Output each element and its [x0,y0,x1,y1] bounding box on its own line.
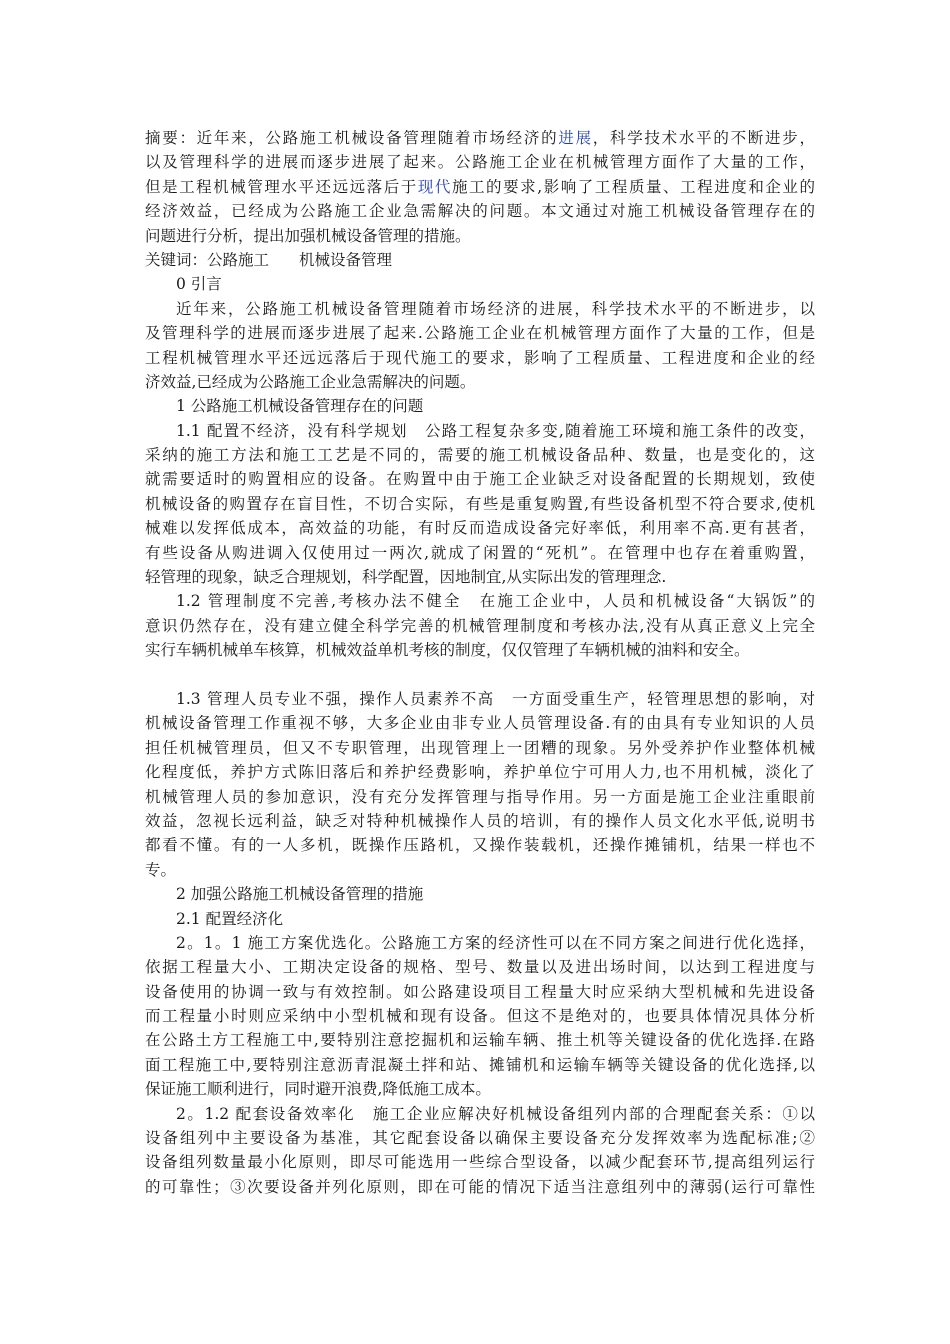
link-jinzhan[interactable]: 进展 [558,129,593,147]
p212-line-3: 设备组列数量最小化原则，即尽可能选用一些综合型设备，以减少配套环节,提高组列运行 [145,1153,815,1172]
p13-line-7: 都看不懂。有的一人多机，既操作压路机，又操作装载机，还操作摊铺机，结果一样也不 [145,836,815,855]
abstract-line-5: 问题进行分析，提出加强机械设备管理的措施。 [145,226,471,245]
p211-line-3: 设备使用的协调一致与有效控制。如公路建设项目工程量大时应采纳大型机械和先进设备 [145,982,815,1001]
p13-line-1: 1.3 管理人员专业不强，操作人员素养不高 一方面受重生产，轻管理思想的影响，对 [176,689,815,708]
p211-line-4: 而工程量小时则应采纳中小型机械和现有设备。但这不是绝对的，也要具体情况具体分析 [145,1007,815,1026]
p12-line-2: 意识仍然存在，没有建立健全科学完善的机械管理制度和考核办法,没有从真正意义上完全 [145,616,815,635]
p13-line-3: 担任机械管理员，但又不专职管理，出现管理上一团糟的现象。另外受养护作业整体机械 [145,738,815,757]
p13-line-6: 效益，忽视长远利益，缺乏对特种机械操作人员的培训，有的操作人员文化水平低,说明书 [145,811,815,830]
p11-line-7: 轻管理的现象，缺乏合理规划，科学配置，因地制宜,从实际出发的管理理念. [145,568,667,587]
heading-section-2: 2 加强公路施工机械设备管理的措施 [176,885,424,904]
p211-line-1: 2。1。1 施工方案优选化。公路施工方案的经济性可以在不同方案之间进行优化选择， [176,933,815,952]
heading-section-1: 1 公路施工机械设备管理存在的问题 [176,397,424,416]
p11-line-4: 机械设备的购置存在盲目性，不切合实际，有些是重复购置,有些设备机型不符合要求,使机 [145,494,815,513]
p12-line-3: 实行车辆机械单车核算，机械效益单机考核的制度，仅仅管理了车辆机械的油料和安全。 [145,641,750,660]
paragraph-spacer [145,663,815,687]
p13-line-4: 化程度低，养护方式陈旧落后和养护经费影响，养护单位宁可用人力,也不用机械，淡化了 [145,763,815,782]
p212-line-4: 的可靠性；③次要设备并列化原则，即在可能的情况下适当注意组列中的薄弱(运行可靠性 [145,1177,815,1196]
p212-line-1: 2。1.2 配套设备效率化 施工企业应解决好机械设备组列内部的合理配套关系：①以 [176,1104,815,1123]
p211-line-5: 在公路土方工程施工中,要特别注意挖掘机和运输车辆、推土机等关键设备的优化选择.在路 [145,1031,815,1050]
p211-line-2: 依据工程量大小、工期决定设备的规格、型号、数量以及进出场时间，以达到工程进度与 [145,958,815,977]
intro-line-3: 工程机械管理水平还远远落后于现代施工的要求，影响了工程质量、工程进度和企业的经 [145,348,815,367]
p212-line-2: 设备组列中主要设备为基准，其它配套设备以确保主要设备充分发挥效率为选配标准;② [145,1129,815,1148]
document-body [145,126,815,1199]
p211-line-6: 面工程施工中,要特别注意沥青混凝土拌和站、摊铺机和运输车辆等关键设备的优化选择,以 [145,1055,815,1074]
p11-line-6: 有些设备从购进调入仅使用过一两次,就成了闲置的“死机”。在管理中也存在着重购置， [145,543,815,562]
p11-line-2: 采纳的施工方法和施工工艺是不同的，需要的施工机械设备品种、数量，也是变化的，这 [145,446,815,465]
intro-line-2: 及管理科学的进展而逐步进展了起来.公路施工企业在机械管理方面作了大量的工作，但是 [145,324,815,343]
p13-line-5: 机械管理人员的参加意识，没有充分发挥管理与指导作用。另一方面是施工企业注重眼前 [145,787,815,806]
heading-intro: 0 引言 [176,275,222,294]
intro-line-1: 近年来，公路施工机械设备管理随着市场经济的进展，科学技术水平的不断进步，以 [176,299,815,318]
p13-line-2: 机械设备管理工作重视不够，大多企业由非专业人员管理设备.有的由具有专业知识的人员 [145,714,815,733]
p11-line-1: 1.1 配置不经济，没有科学规划 公路工程复杂多变,随着施工环境和施工条件的改变， [176,421,816,440]
p11-line-5: 械难以发挥低成本，高效益的功能，有时反而造成设备完好率低，利用率不高.更有甚者， [145,519,815,538]
abstract-line-2: 以及管理科学的进展而逐步进展了起来。公路施工企业在机械管理方面作了大量的工作， [145,153,815,172]
p211-line-7: 保证施工顺利进行，同时避开浪费,降低施工成本。 [145,1080,491,1099]
p11-line-3: 就需要适时的购置相应的设备。在购置中由于施工企业缺乏对设备配置的长期规划，致使 [145,470,815,489]
link-xiandai[interactable]: 现代 [417,177,452,196]
abstract-line-4: 经济效益，已经成为公路施工企业急需解决的问题。本文通过对施工机械设备管理存在的 [145,202,815,221]
heading-2-1: 2.1 配置经济化 [176,909,284,928]
intro-line-4: 济效益,已经成为公路施工企业急需解决的问题。 [145,372,476,391]
abstract-line-3: 但是工程机械管理水平还远远落后于现代施工的要求,影响了工程质量、工程进度和企业的 [145,177,815,196]
abstract-line-1: 摘要：近年来，公路施工机械设备管理随着市场经济的进展，科学技术水平的不断进步， [145,129,815,147]
keywords: 关键词：公路施工 机械设备管理 [145,250,393,269]
p13-line-8: 专。 [145,860,177,879]
p12-line-1: 1.2 管理制度不完善,考核办法不健全 在施工企业中，人员和机械设备“大锅饭”的 [176,592,815,611]
